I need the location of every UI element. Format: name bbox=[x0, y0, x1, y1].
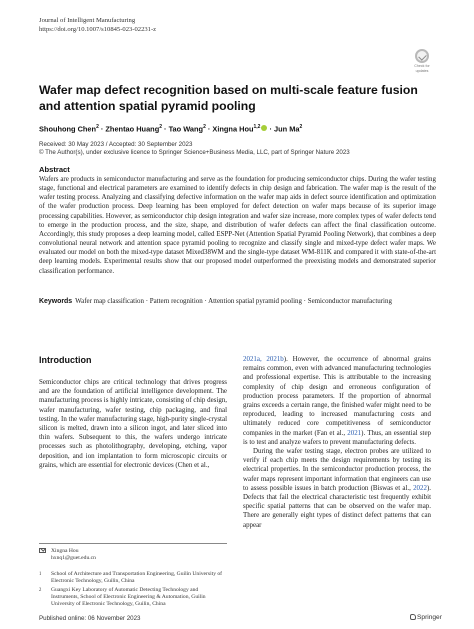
publisher-name: Springer bbox=[417, 614, 442, 621]
keywords-label: Keywords bbox=[39, 298, 73, 305]
paragraph-text: ). However, the occurrence of abnormal grains remains common, even with advanced manufacturing technologies and professional expertise. This is attributable to the increasing complexity of chip design and erroneous configuration of production process parameters. If the proportion of abnormal grains exceeds a certain range, the finished wafer might need to be reproduced, leading to increased manufacturing costs and ultimately reduced core competitiveness of semiconductor companies in the market (Fan et al., bbox=[243, 355, 431, 437]
corresponding-author-note bbox=[39, 548, 227, 562]
affiliation-number: 1 bbox=[39, 572, 42, 577]
affiliation-number: 2 bbox=[39, 588, 42, 593]
paragraph-text: ). Thus, an essential step is to test and analyze wafers to prevent manufacturing defects. bbox=[243, 428, 432, 446]
publisher-logo bbox=[410, 614, 442, 621]
publication-dates bbox=[39, 141, 350, 157]
corresponding-name: Xingna Hou bbox=[51, 548, 79, 554]
intro-left-column bbox=[39, 378, 227, 470]
springer-horse-icon bbox=[410, 614, 416, 620]
author-name[interactable]: Shouhong Chen bbox=[39, 124, 97, 134]
author-name[interactable]: Jun Ma bbox=[274, 124, 300, 134]
author-list: Shouhong Chen$^2$ · Zhentao Huang$^2$ · Tao Wang$^2$ · Xingna Hou$^{1,2}$ · Jun Ma$^2$ bbox=[39, 124, 303, 134]
received-accepted: Received: 30 May 2023 / Accepted: 30 September 2023 bbox=[39, 141, 193, 148]
introduction-heading: Introduction bbox=[39, 355, 92, 365]
intro-paragraph bbox=[243, 447, 431, 530]
author-affiliation: 2 bbox=[96, 124, 99, 130]
author-name[interactable]: Xingna Hou bbox=[212, 124, 254, 134]
corresponding-email[interactable]: hxnq1@guet.edu.cn bbox=[51, 555, 96, 562]
intro-right-column bbox=[243, 355, 431, 530]
check-for-updates-icon bbox=[415, 49, 429, 63]
envelope-icon bbox=[39, 548, 46, 553]
journal-name: Journal of Intelligent Manufacturing bbox=[39, 17, 136, 24]
affiliation-text: Guangxi Key Laboratory of Automatic Detecting Technology and Instruments, School of Electronic Engineering & Automation, Guilin University of Electronic Technology, Guilin, China bbox=[51, 587, 206, 608]
author-affiliation: 2 bbox=[203, 124, 206, 130]
intro-paragraph bbox=[243, 355, 431, 447]
orcid-icon[interactable] bbox=[261, 125, 267, 131]
keywords bbox=[39, 297, 439, 305]
author-affiliation: 2 bbox=[299, 124, 303, 130]
paragraph-text: During the wafer testing stage, electron probes are utilized to verify if each chip meets the design requirements by testing its electrical properties. In the semiconductor production process, the wafer maps represent important information that engineers can use to assess possible issues in batch production (Biswas et al., bbox=[243, 447, 431, 492]
journal-header bbox=[39, 17, 156, 34]
paper-title: Wafer map defect recognition based on multi-scale feature fusion and attention spatial pyramid pooling bbox=[39, 83, 418, 113]
citation-link[interactable]: 2021a, 2021b bbox=[243, 355, 284, 363]
author-affiliation: 1,2 bbox=[253, 124, 261, 130]
footnote-divider bbox=[39, 543, 227, 544]
citation-link[interactable]: 2021 bbox=[347, 428, 362, 437]
badge-label-line2: updates bbox=[415, 69, 429, 73]
check-for-updates-badge[interactable] bbox=[408, 49, 436, 79]
abstract-heading: Abstract bbox=[39, 165, 70, 174]
copyright-line: © The Author(s), under exclusive licence to Springer Science+Business Media, LLC, part of Springer Nature 2023 bbox=[39, 149, 350, 156]
affiliation-1 bbox=[39, 571, 227, 585]
keywords-text: Wafer map classification · Pattern recognition · Attention spatial pyramid pooling · Semiconductor manufacturing bbox=[75, 297, 392, 305]
author-name[interactable]: Zhentao Huang bbox=[105, 124, 160, 134]
author-name[interactable]: Tao Wang bbox=[168, 124, 204, 134]
doi-link[interactable]: https://doi.org/10.1007/s10845-023-02231-z bbox=[39, 25, 157, 33]
badge-label-line1: Check for bbox=[414, 64, 430, 68]
abstract-text: Wafers are products in semiconductor manufacturing and serve as the foundation for producing semiconductor chips. During the wafer testing stage, functional and electrical parameters are examined to identify defects in chip design and fabrication. The wafer map is the result of the wafer testing process. Analyzing and classifying defective information on the wafer map aids in defect source identification and optimization of the wafer production process. Deep learning has been employed for defect detection on wafer maps because of its superior image processing capabilities. However, as semiconductor chip design integration and wafer size increase, more complex types of wafer defects tend to emerge in the production process, and the size, shape, and distribution of wafer defects can affect the final classification outcome. Accordingly, this study proposes a deep learning model, called ESPP-Net (Attention Spatial Pyramid Pooling Network), that combines a deep convolutional neural network and attention space pyramid pooling to recognize and classify single and mixed-type defect wafer maps. We evaluated our model on both the mixed-type dataset Mixed38WM and the single-type dataset WM-811K and compared it with state-of-the-art deep learning models. Experimental results show that our proposed model outperformed the preexisting models and demonstrated superior classification performance. bbox=[39, 175, 436, 275]
author-affiliation: 2 bbox=[159, 124, 162, 130]
paragraph-text: ). Defects that fail the electrical characteristic test frequently exhibit specific spatial patterns that can be observed on the wafer map. There are generally eight types of distinct defect patterns that can appear bbox=[243, 483, 431, 529]
affiliation-2 bbox=[39, 587, 227, 609]
affiliation-text: School of Architecture and Transportation Engineering, Guilin University of Electronic Technology, Guilin, China bbox=[51, 571, 223, 585]
intro-paragraph: Semiconductor chips are critical technology that drives progress and are the foundation of artificial intelligence development. The manufacturing process is highly intricate, consisting of chip design, wafer manufacturing, wafer testing, chip packaging, and final testing. In the wafer manufacturing stage, high-purity single-crystal silicon is melted, drawn into a silicon ingot, and later sliced into thin wafers. Subsequent to this, the wafers undergo intricate processes such as photolithography, developing, etching, vapor deposition, and ion implantation to form microscopic circuits or grains, which are essential for electronic devices (Chen et al., bbox=[39, 378, 227, 469]
citation-link[interactable]: 2022 bbox=[413, 483, 427, 492]
published-online: Published online: 06 November 2023 bbox=[39, 615, 141, 622]
